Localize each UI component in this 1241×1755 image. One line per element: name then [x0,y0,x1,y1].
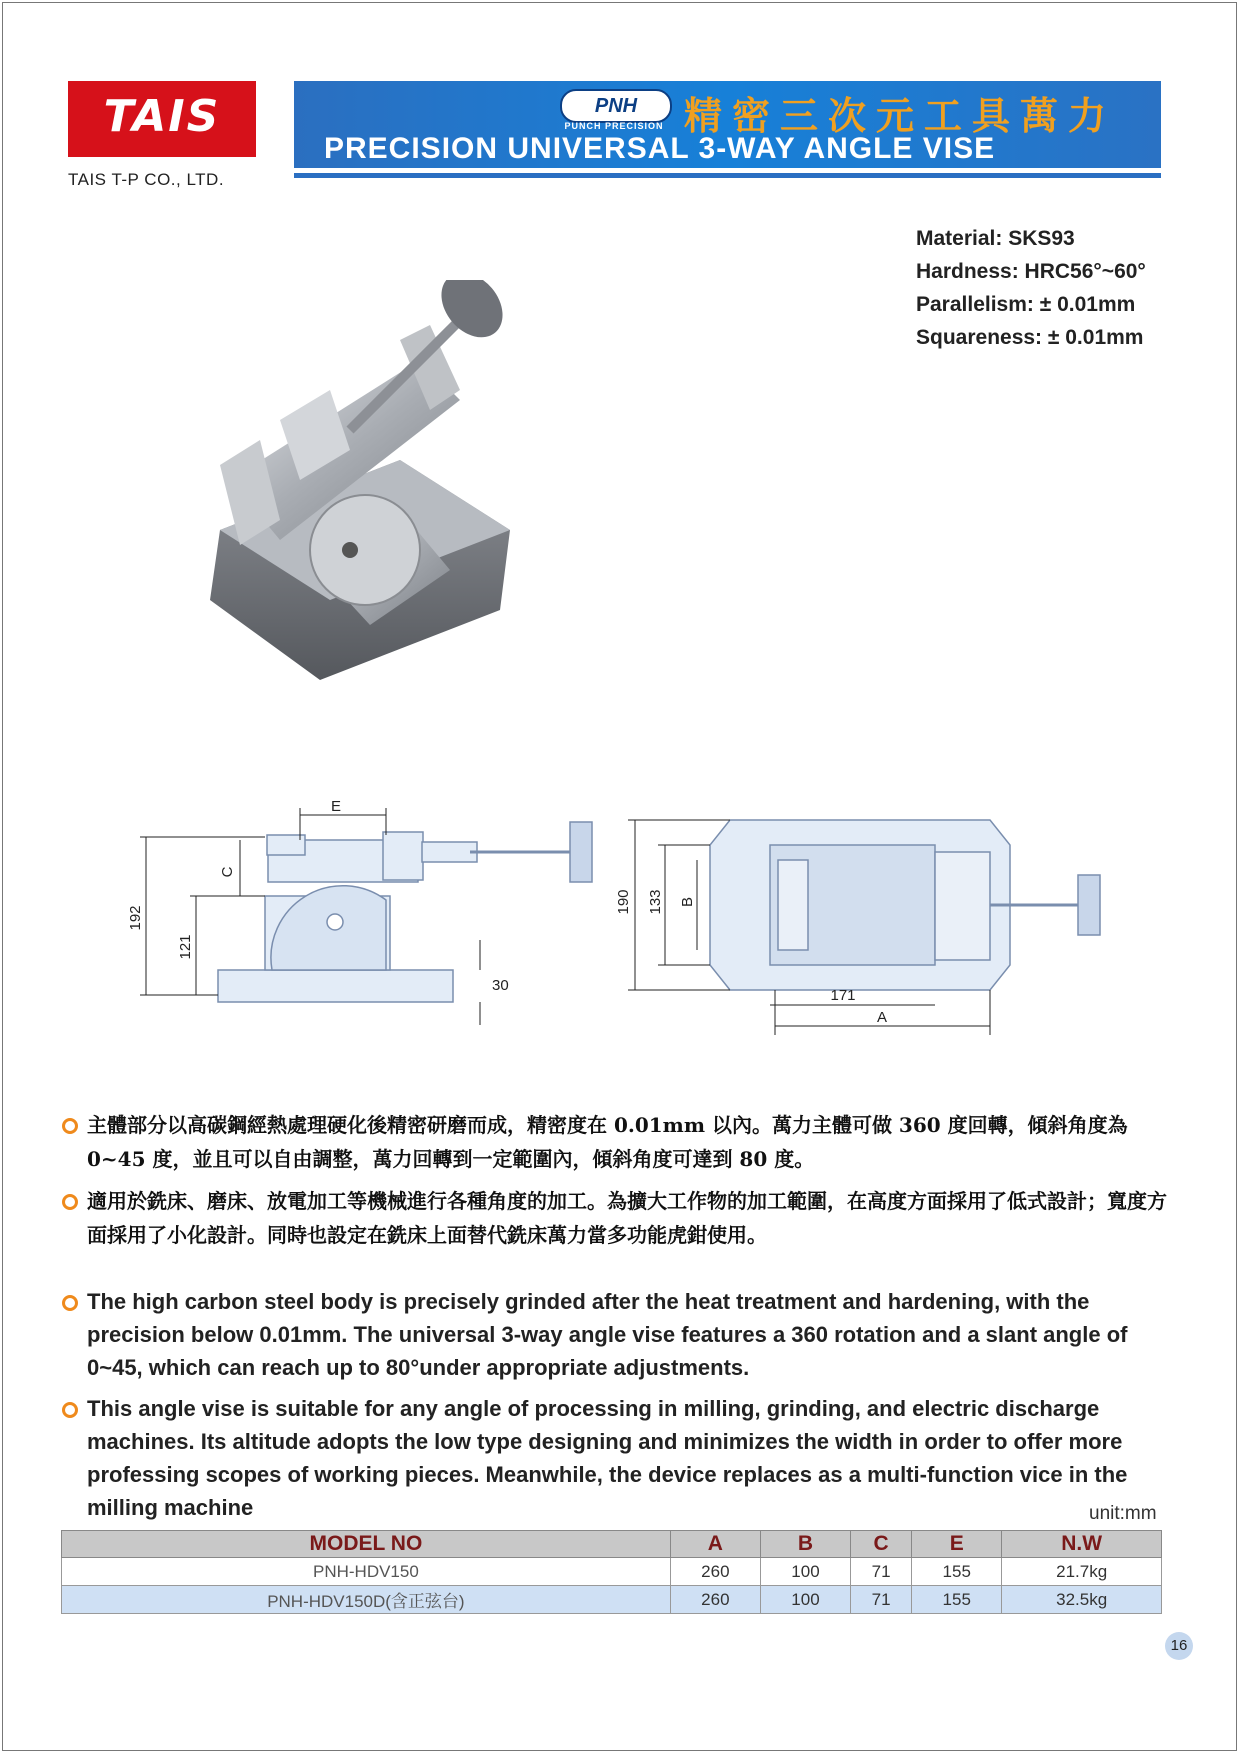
side-base [218,970,453,1002]
bullet-dot-icon [62,1194,78,1210]
spec-table [61,1530,1162,1614]
company-logo [68,81,256,157]
dim-e-label: E [330,798,342,815]
banner-underline [294,173,1161,178]
dim-30-label: 30 [492,977,509,994]
col-c: C [851,1531,912,1558]
spec-squareness: Squareness: ± 0.01mm [916,326,1144,349]
bullet-dot-icon [62,1118,78,1134]
bullet-dot-icon [62,1295,78,1311]
col-a: A [670,1531,760,1558]
description-chinese [62,1108,1182,1260]
dim-192-label: 192 [127,905,144,931]
col-e: E [912,1531,1002,1558]
table-header [62,1531,1162,1558]
bullet-en-1: The high carbon steel body is precisely grinded after the heat treatment and hardening, with the precision below 0.01mm. The universal 3-way angle vise features a 360 rotation and a slant angle of 0~45, which can reach up to 80°under appropriate adjustments. [62,1285,1182,1384]
col-model: MODEL NO [62,1531,671,1558]
description-english [62,1285,1182,1532]
spec-list [916,222,1146,354]
bullet-cn-1: 主體部分以高碳鋼經熱處理硬化後精密研磨而成，精密度在 0.01mm 以內。萬力主體可做 360 度回轉，傾斜角度為 0~45 度，並且可以自由調整，萬力回轉到一定範圍內，傾斜角度可達到 80 度。 [62,1108,1182,1176]
col-b: B [760,1531,850,1558]
brand-badge: PNH [560,89,672,123]
dim-171-label: 171 [830,987,856,1004]
dim-c-label: C [219,866,236,878]
bullet-en-2: This angle vise is suitable for any angle of processing in milling, grinding, and electric discharge machines. Its altitude adopts the low type designing and minimizes the width in order to offer more professing scopes of working pieces. Meanwhile, the device replaces as a multi-function vice in the milling machine [62,1392,1182,1524]
title-english: PRECISION UNIVERSAL 3-WAY ANGLE VISE [324,132,996,165]
dim-133-label: 133 [647,889,664,915]
brand-subtitle: PUNCH PRECISION [564,121,664,131]
dimension-drawings [0,790,1241,1050]
logo-text: TAIS [103,91,221,142]
dim-190-label: 190 [615,889,632,915]
spec-material: Material: SKS93 [916,227,1075,250]
bullet-cn-2: 適用於銑床、磨床、放電加工等機械進行各種角度的加工。為擴大工作物的加工範圍，在高度方面採用了低式設計；寬度方面採用了小化設計。同時也設定在銑床上面替代銑床萬力當多功能虎鉗使用。 [62,1184,1182,1252]
dim-b-label: B [679,896,696,908]
company-name: TAIS T-P CO., LTD. [68,170,225,189]
bullet-dot-icon [62,1402,78,1418]
unit-label: unit:mm [1089,1503,1157,1524]
title-chinese: 精密三次元工具萬力 [684,93,1117,138]
dim-121-label: 121 [177,934,194,960]
page-number: 16 [1165,1632,1193,1660]
title-banner [294,81,1161,168]
col-nw: N.W [1002,1531,1162,1558]
spec-parallelism: Parallelism: ± 0.01mm [916,293,1136,316]
product-photo [200,280,620,740]
table-row: PNH-HDV150 260 100 71 155 21.7kg [62,1558,1162,1586]
dim-a-label: A [876,1009,888,1026]
spec-hardness: Hardness: HRC56°~60° [916,260,1146,283]
table-row: PNH-HDV150D(含正弦台) 260 100 71 155 32.5kg [62,1586,1162,1614]
